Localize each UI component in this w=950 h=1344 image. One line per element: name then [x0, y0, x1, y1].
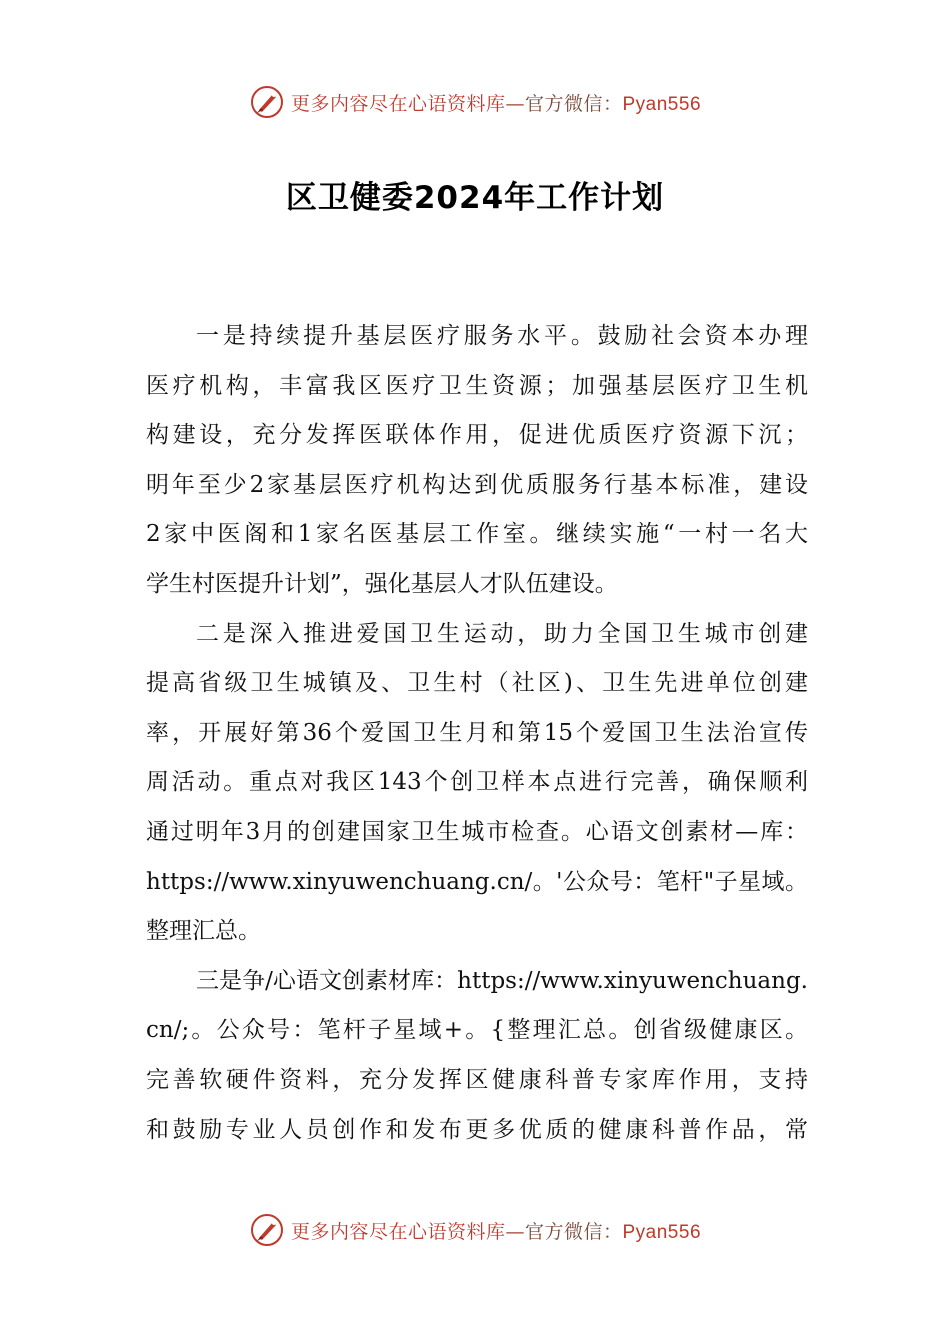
document-body — [146, 312, 808, 1155]
body-line: cn/;。公众号：笔杆子星域+。{整理汇总。创省级健康区。 — [146, 1017, 808, 1044]
body-line: 构建设，充分发挥医联体作用，促进优质医疗资源下沉； — [146, 422, 808, 449]
banner-text — [291, 89, 701, 116]
body-line: 通过明年3月的创建国家卫生城市检查。心语文创素材—库： — [146, 818, 808, 845]
footer-banner — [0, 1208, 950, 1252]
body-line: 周活动。重点对我区143个创卫样本点进行完善，确保顺利 — [146, 769, 808, 796]
document-title: 区卫健委2024年工作计划 — [285, 180, 665, 216]
banner-wechat-label: 官方微信： — [524, 92, 623, 115]
body-line: 学生村医提升计划”，强化基层人才队伍建设。 — [146, 570, 618, 597]
banner-wechat-id: Pyan556 — [622, 93, 702, 115]
banner-dash: — — [505, 1220, 525, 1243]
body-line: 明年至少2家基层医疗机构达到优质服务行基本标准，建设 — [146, 471, 808, 498]
body-line: 和鼓励专业人员创作和发布更多优质的健康科普作品，常 — [146, 1116, 808, 1143]
header-banner — [0, 80, 950, 124]
banner-text — [291, 1217, 701, 1244]
body-line: 完善软硬件资料，充分发挥区健康科普专家库作用，支持 — [146, 1066, 808, 1093]
body-line: 二是深入推进爱国卫生运动，助力全国卫生城市创建 — [196, 620, 808, 647]
body-line: 整理汇总。 — [146, 918, 261, 945]
body-line: 提高省级卫生城镇及、卫生村（社区)、卫生先进单位创建 — [146, 670, 808, 697]
body-line: 2家中医阁和1家名医基层工作室。继续实施“一村一名大 — [146, 521, 808, 548]
body-line: 一是持续提升基层医疗服务水平。鼓励社会资本办理 — [196, 323, 808, 349]
banner-wechat-id: Pyan556 — [622, 1221, 702, 1243]
pen-nib-logo-icon — [249, 1212, 285, 1248]
body-line: 医疗机构，丰富我区医疗卫生资源；加强基层医疗卫生机 — [146, 372, 808, 399]
body-line: https://www.xinyuwenchuang.cn/。'公众号：笔杆"子星域。 — [146, 868, 808, 895]
banner-wechat-label: 官方微信： — [524, 1220, 623, 1243]
banner-dash: — — [505, 92, 525, 115]
pen-nib-logo-icon — [249, 84, 285, 120]
banner-main-text: 更多内容尽在心语资料库 — [290, 1220, 506, 1243]
body-line: 率，开展好第36个爱国卫生月和第15个爱国卫生法治宣传 — [146, 719, 808, 746]
body-line: 三是争/心语文创素材库：https://www.xinyuwenchuang. — [196, 967, 808, 994]
banner-main-text: 更多内容尽在心语资料库 — [290, 92, 506, 115]
